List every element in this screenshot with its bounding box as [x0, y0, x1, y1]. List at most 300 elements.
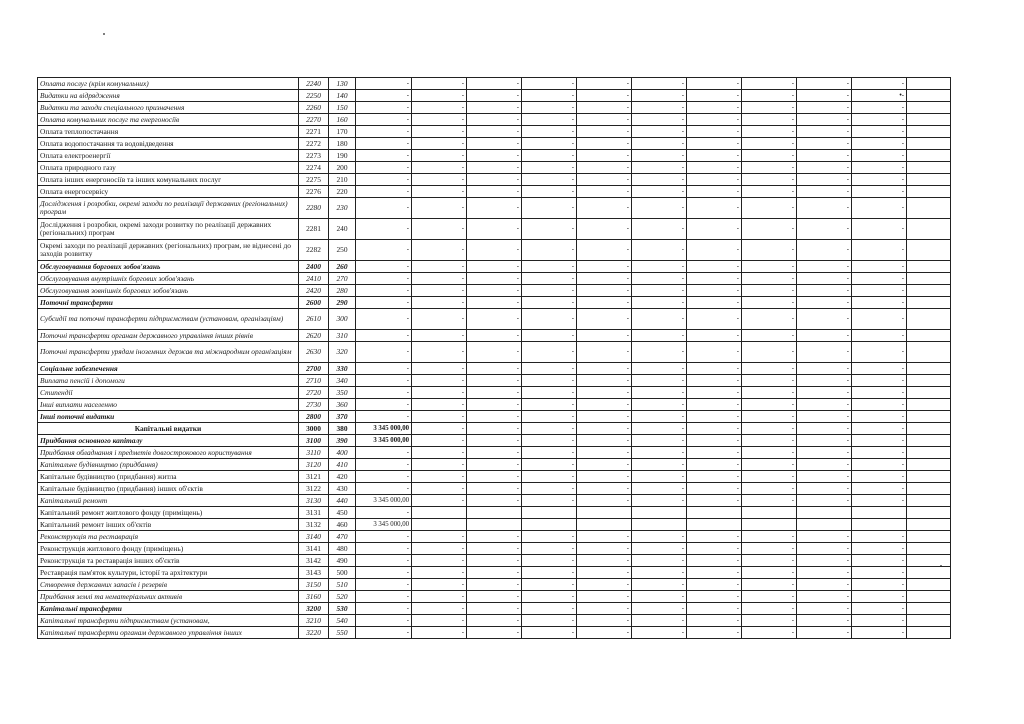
kekv-code-cell: 2271: [299, 126, 329, 138]
kekv-code-cell: 2240: [299, 78, 329, 90]
amount-cell: -: [797, 579, 852, 591]
kekv-code-cell: 2420: [299, 285, 329, 297]
amount-cell: -: [577, 162, 632, 174]
amount-cell: -: [356, 78, 412, 90]
amount-cell: -: [742, 330, 797, 342]
kekv-code-cell: 2260: [299, 102, 329, 114]
amount-cell: -: [852, 297, 907, 309]
row-number-cell: 260: [329, 261, 356, 273]
amount-cell: -: [742, 447, 797, 459]
table-row: [38, 459, 951, 471]
amount-cell: -: [742, 399, 797, 411]
amount-cell: -: [577, 423, 632, 435]
expense-name-cell: Оплата електроенергії: [38, 150, 299, 162]
trailing-cell: [907, 330, 951, 342]
amount-cell: -: [632, 273, 687, 285]
amount-cell: -: [467, 471, 522, 483]
amount-cell: -: [687, 567, 742, 579]
amount-cell: -: [522, 375, 577, 387]
amount-cell: -: [522, 114, 577, 126]
amount-cell: -: [412, 273, 467, 285]
table-row: [38, 198, 951, 219]
expense-name-cell: Оплата комунальних послуг та енергоносіїв: [38, 114, 299, 126]
amount-cell: -: [522, 627, 577, 639]
row-number-cell: 530: [329, 603, 356, 615]
amount-cell: -: [742, 90, 797, 102]
amount-cell: -: [852, 483, 907, 495]
kekv-code-cell: 3142: [299, 555, 329, 567]
amount-cell: -: [467, 186, 522, 198]
amount-cell: -: [687, 447, 742, 459]
trailing-cell: [907, 483, 951, 495]
amount-cell: -: [742, 567, 797, 579]
amount-cell: -: [467, 483, 522, 495]
amount-cell: -: [852, 555, 907, 567]
amount-cell: -: [852, 186, 907, 198]
amount-cell: -: [577, 330, 632, 342]
expense-name-cell: Капітальний ремонт: [38, 495, 299, 507]
row-number-cell: 160: [329, 114, 356, 126]
amount-cell: -: [742, 174, 797, 186]
amount-cell: -: [742, 579, 797, 591]
amount-cell: -: [412, 261, 467, 273]
amount-cell: -: [522, 102, 577, 114]
amount-cell: -: [356, 555, 412, 567]
table-row: [38, 297, 951, 309]
amount-cell: -: [632, 240, 687, 261]
amount-cell: -: [687, 309, 742, 330]
amount-cell: -: [632, 363, 687, 375]
amount-cell: [467, 519, 522, 531]
trailing-cell: [907, 150, 951, 162]
amount-cell: -: [467, 579, 522, 591]
expense-name-cell: Оплата послуг (крім комунальних): [38, 78, 299, 90]
amount-cell: -: [467, 297, 522, 309]
amount-cell: -: [522, 615, 577, 627]
amount-cell: -: [742, 459, 797, 471]
amount-cell: -: [742, 555, 797, 567]
trailing-cell: [907, 219, 951, 240]
amount-cell: -: [467, 330, 522, 342]
table-row: [38, 507, 951, 519]
expense-name-cell: Капітальне будівництво (придбання) житла: [38, 471, 299, 483]
table-row: [38, 78, 951, 90]
amount-cell: -: [742, 375, 797, 387]
amount-cell: -: [522, 162, 577, 174]
amount-cell: -: [412, 309, 467, 330]
amount-cell: -: [687, 411, 742, 423]
expense-name-cell: Оплата інших енергоносіїв та інших комунальних послуг: [38, 174, 299, 186]
amount-cell: -: [797, 459, 852, 471]
amount-cell: -: [577, 471, 632, 483]
amount-cell: -: [742, 198, 797, 219]
row-number-cell: 450: [329, 507, 356, 519]
table-row: [38, 495, 951, 507]
amount-cell: -: [687, 627, 742, 639]
amount-cell: -: [412, 615, 467, 627]
amount-cell: -: [356, 114, 412, 126]
amount-cell: -: [467, 150, 522, 162]
amount-cell: -: [742, 387, 797, 399]
amount-cell: -: [797, 330, 852, 342]
row-number-cell: 550: [329, 627, 356, 639]
amount-cell: -: [797, 285, 852, 297]
table-row: [38, 90, 951, 102]
amount-cell: -: [742, 114, 797, 126]
amount-cell: -: [687, 543, 742, 555]
amount-cell: -: [467, 273, 522, 285]
amount-cell: -: [632, 102, 687, 114]
kekv-code-cell: 2610: [299, 309, 329, 330]
amount-cell: -: [852, 531, 907, 543]
amount-cell: -: [632, 309, 687, 330]
amount-cell: -: [356, 342, 412, 363]
table-row: [38, 411, 951, 423]
amount-cell: -: [467, 375, 522, 387]
amount-cell: -: [797, 471, 852, 483]
kekv-code-cell: 3210: [299, 615, 329, 627]
row-number-cell: 190: [329, 150, 356, 162]
trailing-cell: [907, 399, 951, 411]
amount-cell: -: [742, 162, 797, 174]
amount-cell: -: [687, 579, 742, 591]
amount-cell: -: [577, 615, 632, 627]
amount-cell: -: [356, 603, 412, 615]
amount-cell: -: [687, 150, 742, 162]
expense-name-cell: Оплата теплопостачання: [38, 126, 299, 138]
table-row: [38, 150, 951, 162]
amount-cell: -: [742, 186, 797, 198]
amount-cell: -: [356, 285, 412, 297]
amount-cell: -: [687, 126, 742, 138]
table-row: [38, 387, 951, 399]
amount-cell: -: [632, 627, 687, 639]
trailing-cell: [907, 162, 951, 174]
expense-name-cell: Інші виплати населенню: [38, 399, 299, 411]
amount-cell: -: [852, 363, 907, 375]
trailing-cell: [907, 519, 951, 531]
amount-cell: -: [467, 102, 522, 114]
amount-cell: -: [356, 459, 412, 471]
amount-cell: -: [356, 219, 412, 240]
amount-cell: -: [687, 555, 742, 567]
table-row: [38, 447, 951, 459]
amount-cell: -: [577, 138, 632, 150]
amount-cell: -: [467, 531, 522, 543]
amount-cell: -: [467, 459, 522, 471]
amount-cell: -: [687, 330, 742, 342]
amount-cell: -: [742, 273, 797, 285]
amount-cell: -: [632, 603, 687, 615]
amount-cell: -: [687, 138, 742, 150]
kekv-code-cell: 3200: [299, 603, 329, 615]
amount-cell: 3 345 000,00: [356, 519, 412, 531]
kekv-code-cell: 3132: [299, 519, 329, 531]
amount-cell: -: [687, 198, 742, 219]
amount-cell: -: [852, 387, 907, 399]
amount-cell: -: [687, 219, 742, 240]
amount-cell: -: [412, 102, 467, 114]
amount-cell: -: [632, 495, 687, 507]
amount-cell: -: [356, 567, 412, 579]
amount-cell: -: [632, 126, 687, 138]
amount-cell: -: [852, 126, 907, 138]
amount-cell: -: [412, 90, 467, 102]
amount-cell: -: [522, 555, 577, 567]
amount-cell: -: [852, 138, 907, 150]
expense-name-cell: Поточні трансферти органам державного управління інших рівнів: [38, 330, 299, 342]
amount-cell: -: [632, 591, 687, 603]
amount-cell: [632, 519, 687, 531]
kekv-code-cell: 2400: [299, 261, 329, 273]
amount-cell: -: [852, 447, 907, 459]
amount-cell: -: [797, 219, 852, 240]
trailing-cell: [907, 297, 951, 309]
table-row: [38, 483, 951, 495]
amount-cell: -: [577, 174, 632, 186]
amount-cell: -: [356, 531, 412, 543]
amount-cell: -: [467, 126, 522, 138]
kekv-code-cell: 2274: [299, 162, 329, 174]
trailing-cell: [907, 342, 951, 363]
row-number-cell: 500: [329, 567, 356, 579]
row-number-cell: 170: [329, 126, 356, 138]
expense-name-cell: Реконструкція та реставрація: [38, 531, 299, 543]
amount-cell: -: [632, 471, 687, 483]
expense-name-cell: Капітальні трансферти органам державного управління інших: [38, 627, 299, 639]
row-number-cell: 360: [329, 399, 356, 411]
amount-cell: -: [632, 78, 687, 90]
amount-cell: -: [742, 126, 797, 138]
row-number-cell: 220: [329, 186, 356, 198]
amount-cell: -: [852, 219, 907, 240]
kekv-code-cell: 2700: [299, 363, 329, 375]
amount-cell: -: [632, 162, 687, 174]
expense-name-cell: Дослідження і розробки, окремі заходи по реалізації державних (регіональних) програм: [38, 198, 299, 219]
table-row: [38, 603, 951, 615]
amount-cell: -: [356, 150, 412, 162]
table-row: [38, 363, 951, 375]
amount-cell: -: [797, 78, 852, 90]
amount-cell: [412, 519, 467, 531]
trailing-cell: [907, 591, 951, 603]
table-row: [38, 579, 951, 591]
amount-cell: -: [522, 174, 577, 186]
expense-name-cell: Оплата природного газу: [38, 162, 299, 174]
amount-cell: -: [522, 543, 577, 555]
trailing-cell: [907, 309, 951, 330]
amount-cell: -: [412, 603, 467, 615]
expense-name-cell: Придбання основного капіталу: [38, 435, 299, 447]
amount-cell: -: [797, 555, 852, 567]
amount-cell: -: [412, 174, 467, 186]
amount-cell: -: [797, 342, 852, 363]
kekv-code-cell: 3120: [299, 459, 329, 471]
amount-cell: -: [412, 543, 467, 555]
amount-cell: -: [687, 363, 742, 375]
amount-cell: -: [687, 399, 742, 411]
trailing-cell: [907, 186, 951, 198]
amount-cell: -: [522, 342, 577, 363]
amount-cell: -: [632, 285, 687, 297]
amount-cell: -: [577, 126, 632, 138]
amount-cell: -: [687, 297, 742, 309]
amount-cell: -: [356, 240, 412, 261]
expense-name-cell: Капітальний ремонт інших об'єктів: [38, 519, 299, 531]
amount-cell: -: [687, 459, 742, 471]
amount-cell: -: [797, 435, 852, 447]
trailing-cell: [907, 495, 951, 507]
amount-cell: -: [577, 399, 632, 411]
trailing-cell: [907, 261, 951, 273]
row-number-cell: 320: [329, 342, 356, 363]
table-row: [38, 471, 951, 483]
amount-cell: -: [632, 459, 687, 471]
amount-cell: -: [687, 591, 742, 603]
amount-cell: -: [577, 90, 632, 102]
amount-cell: -: [797, 297, 852, 309]
amount-cell: -: [412, 627, 467, 639]
amount-cell: -: [356, 507, 412, 519]
amount-cell: -: [632, 114, 687, 126]
amount-cell: -: [467, 342, 522, 363]
amount-cell: -: [742, 627, 797, 639]
amount-cell: -: [356, 126, 412, 138]
kekv-code-cell: 2600: [299, 297, 329, 309]
amount-cell: -: [356, 447, 412, 459]
kekv-code-cell: 2272: [299, 138, 329, 150]
amount-cell: -: [852, 102, 907, 114]
amount-cell: -: [577, 411, 632, 423]
trailing-cell: [907, 507, 951, 519]
amount-cell: -: [577, 198, 632, 219]
amount-cell: -: [467, 198, 522, 219]
amount-cell: -: [852, 285, 907, 297]
amount-cell: -: [522, 78, 577, 90]
kekv-code-cell: 3121: [299, 471, 329, 483]
trailing-cell: [907, 240, 951, 261]
kekv-code-cell: 2720: [299, 387, 329, 399]
trailing-cell: [907, 138, 951, 150]
trailing-cell: [907, 102, 951, 114]
row-number-cell: 430: [329, 483, 356, 495]
amount-cell: [797, 519, 852, 531]
amount-cell: -: [412, 459, 467, 471]
amount-cell: -: [522, 495, 577, 507]
amount-cell: -: [522, 531, 577, 543]
kekv-code-cell: 2620: [299, 330, 329, 342]
table-row: [38, 615, 951, 627]
kekv-code-cell: 3000: [299, 423, 329, 435]
table-row: [38, 435, 951, 447]
amount-cell: -: [797, 102, 852, 114]
amount-cell: -: [412, 591, 467, 603]
trailing-cell: [907, 90, 951, 102]
amount-cell: -: [577, 150, 632, 162]
row-number-cell: 370: [329, 411, 356, 423]
amount-cell: -: [356, 483, 412, 495]
expense-name-cell: Соціальне забезпечення: [38, 363, 299, 375]
amount-cell: -: [522, 471, 577, 483]
amount-cell: -: [687, 483, 742, 495]
amount-cell: -: [356, 471, 412, 483]
amount-cell: -: [687, 285, 742, 297]
kekv-code-cell: 2280: [299, 198, 329, 219]
expense-name-cell: Реконструкція та реставрація інших об'єктів: [38, 555, 299, 567]
amount-cell: -: [852, 273, 907, 285]
amount-cell: -: [577, 78, 632, 90]
amount-cell: 3 345 000,00: [356, 423, 412, 435]
amount-cell: -: [356, 579, 412, 591]
amount-cell: [797, 507, 852, 519]
amount-cell: -: [412, 150, 467, 162]
amount-cell: -: [356, 615, 412, 627]
amount-cell: -: [577, 219, 632, 240]
amount-cell: -: [577, 591, 632, 603]
amount-cell: -: [522, 309, 577, 330]
amount-cell: -: [522, 435, 577, 447]
amount-cell: -: [577, 342, 632, 363]
amount-cell: -: [852, 309, 907, 330]
amount-cell: -: [632, 555, 687, 567]
amount-cell: -: [797, 399, 852, 411]
amount-cell: -: [412, 387, 467, 399]
amount-cell: -: [852, 198, 907, 219]
amount-cell: -: [632, 579, 687, 591]
amount-cell: [687, 507, 742, 519]
kekv-code-cell: 2276: [299, 186, 329, 198]
amount-cell: -: [522, 411, 577, 423]
row-number-cell: 340: [329, 375, 356, 387]
amount-cell: -: [412, 297, 467, 309]
amount-cell: -: [467, 363, 522, 375]
amount-cell: -: [632, 198, 687, 219]
amount-cell: -: [852, 579, 907, 591]
amount-cell: -: [356, 309, 412, 330]
amount-cell: -: [467, 555, 522, 567]
amount-cell: -: [632, 330, 687, 342]
amount-cell: -: [467, 90, 522, 102]
amount-cell: -: [632, 531, 687, 543]
table-row: [38, 519, 951, 531]
trailing-cell: [907, 114, 951, 126]
amount-cell: -: [797, 162, 852, 174]
amount-cell: -: [577, 375, 632, 387]
row-number-cell: 200: [329, 162, 356, 174]
amount-cell: -: [687, 114, 742, 126]
trailing-cell: [907, 603, 951, 615]
scan-speck: [103, 33, 105, 35]
amount-cell: -: [412, 471, 467, 483]
amount-cell: -: [577, 102, 632, 114]
table-row: [38, 126, 951, 138]
amount-cell: -: [467, 495, 522, 507]
row-number-cell: 510: [329, 579, 356, 591]
row-number-cell: 140: [329, 90, 356, 102]
amount-cell: -: [797, 363, 852, 375]
trailing-cell: [907, 531, 951, 543]
expense-name-cell: Субсидії та поточні трансферти підприємствам (установам, організаціям): [38, 309, 299, 330]
amount-cell: -: [852, 240, 907, 261]
amount-cell: -: [797, 531, 852, 543]
table-row: [38, 423, 951, 435]
amount-cell: -: [687, 342, 742, 363]
expense-name-cell: Капітальне будівництво (придбання) інших об'єктів: [38, 483, 299, 495]
amount-cell: -: [687, 495, 742, 507]
amount-cell: -: [632, 150, 687, 162]
amount-cell: -: [522, 273, 577, 285]
amount-cell: -: [467, 627, 522, 639]
